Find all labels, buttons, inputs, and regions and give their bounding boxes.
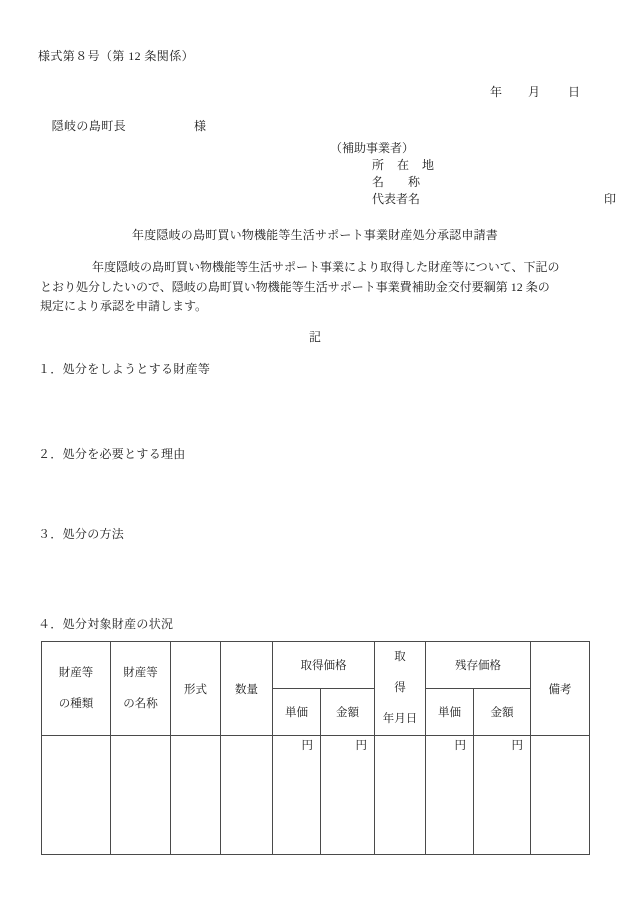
date-line [478, 72, 580, 113]
cell-format[interactable] [171, 736, 221, 855]
body-line-2: とおり処分したいので、隠岐の島町買い物機能等生活サポート事業費補助金交付要綱第 12 条の [40, 279, 550, 294]
header-property-kind-line1: 財産等 [58, 666, 94, 679]
date-year-label: 年 [490, 84, 503, 99]
applicant-representative-label: 代表者名 [372, 192, 421, 206]
item-2-label: 処分を必要とする理由 [62, 447, 186, 461]
header-property-kind-line2: の種類 [58, 697, 94, 710]
applicant-heading: （補助事業者） [330, 141, 415, 155]
document-title: 年度隠岐の島町買い物機能等生活サポート事業財産処分承認申請書 [131, 228, 498, 242]
header-property-kind [42, 642, 111, 736]
item-2-number: ２． [38, 447, 63, 461]
header-quantity: 数量 [221, 642, 273, 736]
addressee-honorific: 様 [194, 118, 207, 133]
applicant-name-row [372, 174, 622, 191]
header-residual-price: 残存価格 [426, 642, 531, 689]
item-1 [38, 363, 210, 377]
item-3 [38, 528, 124, 542]
addressee [38, 106, 206, 147]
body-line-1-text: 年度隠岐の島町買い物機能等生活サポート事業により取得した財産等について、下記の [92, 260, 560, 274]
item-1-number: １． [38, 362, 63, 376]
header-residual-unit-price: 単価 [426, 689, 474, 736]
header-acquisition-unit-price: 単価 [273, 689, 321, 736]
header-property-name [111, 642, 171, 736]
item-3-number: ３． [38, 527, 63, 541]
cell-acquisition-date[interactable] [375, 736, 426, 855]
item-2 [38, 448, 186, 462]
acquisition-amount-yen: 円 [355, 740, 367, 752]
table-header-row-1 [42, 642, 590, 689]
cell-residual-amount[interactable] [474, 736, 531, 855]
header-property-name-line2: の名称 [123, 697, 158, 710]
form-number: 様式第８号（第 12 条関係） [38, 49, 195, 63]
cell-remarks[interactable] [531, 736, 590, 855]
header-acquisition-date-line2: 年月日 [382, 713, 418, 725]
body-line-3: 規定により承認を申請します。 [40, 299, 208, 313]
addressee-name: 隠岐の島町長 [51, 118, 127, 133]
header-acquisition-amount: 金額 [321, 689, 375, 736]
cell-property-name[interactable] [111, 736, 171, 855]
body-line-1 [40, 258, 592, 278]
residual-amount-yen: 円 [511, 740, 523, 752]
header-property-name-line1: 財産等 [123, 666, 158, 679]
applicant-address-label: 所 在 地 [372, 158, 440, 172]
body-paragraph [40, 258, 592, 317]
acquisition-unit-price-yen: 円 [301, 740, 313, 752]
item-1-label: 処分をしようとする財産等 [62, 362, 211, 376]
date-month-label: 月 [528, 84, 541, 99]
applicant-address-row [372, 157, 622, 174]
cell-acquisition-unit-price[interactable] [273, 736, 321, 855]
seal-mark: 印 [604, 192, 617, 206]
item-4-number: ４． [38, 617, 63, 631]
item-4 [38, 618, 173, 632]
header-format: 形式 [171, 642, 221, 736]
table-row [42, 736, 590, 855]
cell-acquisition-amount[interactable] [321, 736, 375, 855]
header-residual-amount: 金額 [474, 689, 531, 736]
applicant-representative-row [372, 191, 622, 208]
header-acquisition-date-line1: 取 得 [394, 651, 447, 694]
item-3-label: 処分の方法 [62, 527, 125, 541]
applicant-block [330, 140, 622, 208]
date-day-label: 日 [568, 84, 581, 99]
cell-residual-unit-price[interactable] [426, 736, 474, 855]
applicant-name-label: 名 称 [372, 175, 421, 189]
item-4-label: 処分対象財産の状況 [62, 617, 174, 631]
property-table [41, 641, 590, 855]
residual-unit-price-yen: 円 [454, 740, 466, 752]
cell-quantity[interactable] [221, 736, 273, 855]
header-remarks: 備考 [531, 642, 590, 736]
header-acquisition-price: 取得価格 [273, 642, 375, 689]
ki-marker: 記 [308, 330, 321, 344]
header-acquisition-date [375, 642, 447, 736]
cell-property-kind[interactable] [42, 736, 111, 855]
